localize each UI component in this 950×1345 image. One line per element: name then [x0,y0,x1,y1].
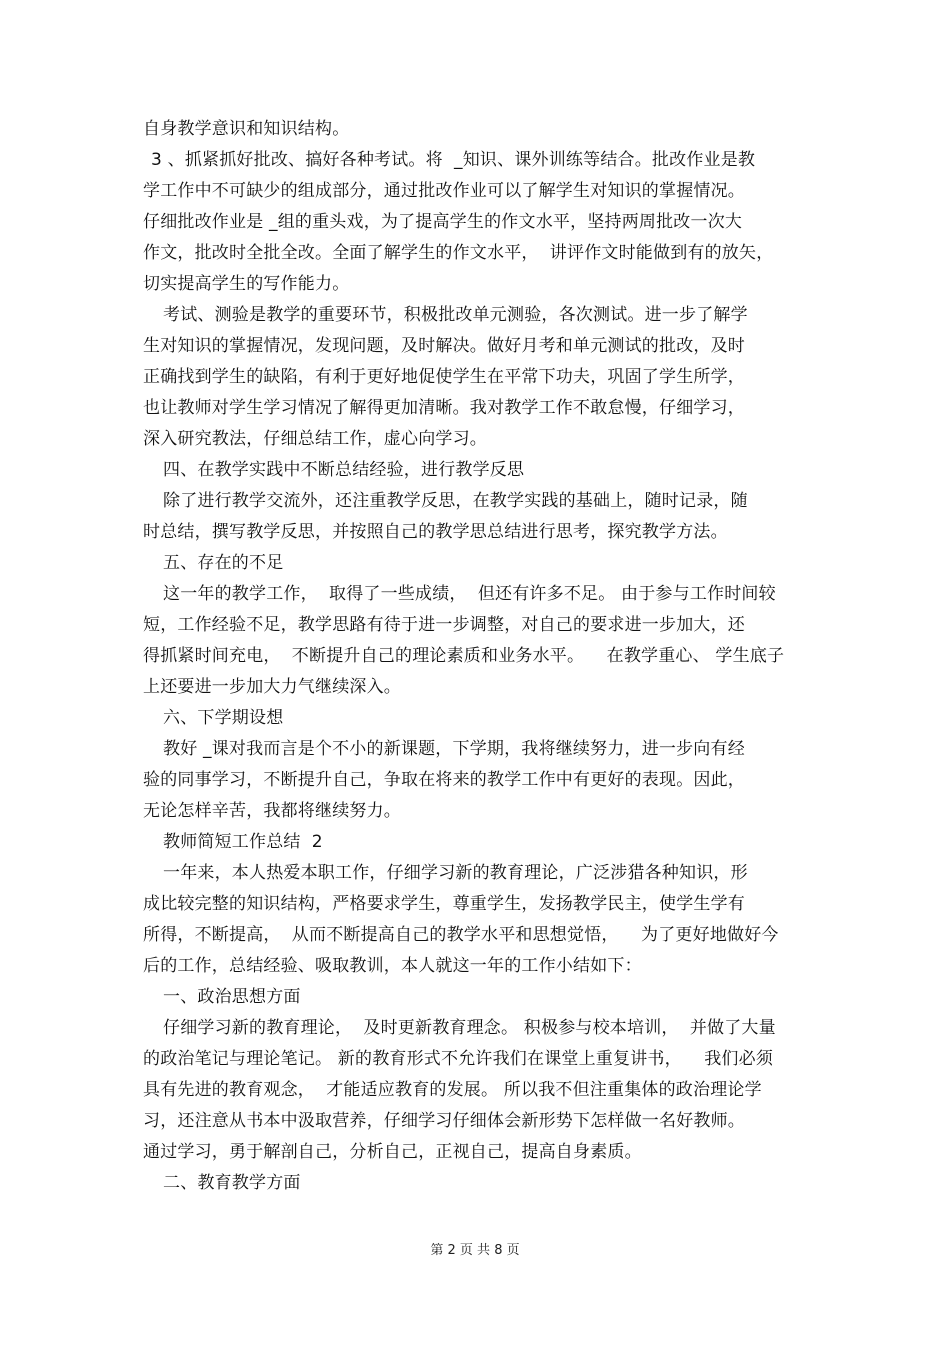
text-line: 深入研究教法，仔细总结工作，虚心向学习。 [143,429,487,449]
text-line: 除了进行教学交流外，还注重教学反思，在教学实践的基础上，随时记录，随 [163,491,748,511]
text-line: 生对知识的掌握情况，发现问题，及时解决。做好月考和单元测试的批改，及时 [143,336,745,356]
text-line: 得抓紧时间充电， 不断提升自己的理论素质和业务水平。 在教学重心、 学生底子 [143,646,785,666]
text-line: 作文，批改时全批全改。全面了解学生的作文水平， 讲评作文时能做到有的放矢， [143,243,774,263]
text-line: 自身教学意识和知识结构。 [143,119,350,139]
text-line: 仔细批改作业是 _组的重头戏，为了提高学生的作文水平，坚持两周批改一次大 [143,212,743,232]
text-line: 一年来，本人热爱本职工作，仔细学习新的教育理论，广泛涉猎各种知识，形 [163,863,748,883]
text-line: 仔细学习新的教育理论， 及时更新教育理念。 积极参与校本培训， 并做了大量 [163,1018,776,1038]
text-line: 正确找到学生的缺陷，有利于更好地促使学生在平常下功夫，巩固了学生所学， [143,367,745,387]
section-heading: 六、下学期设想 [163,708,284,728]
text-line: 的政治笔记与理论笔记。 新的教育形式不允许我们在课堂上重复讲书， 我们必须 [143,1049,774,1069]
text-line: 无论怎样辛苦，我都将继续努力。 [143,801,401,821]
text-line: 也让教师对学生学习情况了解得更加清晰。我对教学工作不敢怠慢，仔细学习， [143,398,745,418]
text-line: 学工作中不可缺少的组成部分，通过批改作业可以了解学生对知识的掌握情况。 [143,181,745,201]
text-line: 切实提高学生的写作能力。 [143,274,350,294]
text-line: 这一年的教学工作， 取得了一些成绩， 但还有许多不足。 由于参与工作时间较 [163,584,776,604]
section-heading: 二、教育教学方面 [163,1173,301,1193]
text-line: 所得，不断提高， 从而不断提高自己的教学水平和思想觉悟， 为了更好地做好今 [143,925,779,945]
text-line: 成比较完整的知识结构，严格要求学生，尊重学生，发扬教学民主，使学生学有 [143,894,745,914]
body-text [143,114,813,1199]
text-line: 通过学习，勇于解剖自己，分析自己，正视自己，提高自身素质。 [143,1142,642,1162]
section-heading: 四、在教学实践中不断总结经验，进行教学反思 [163,460,525,480]
text-line: 考试、测验是教学的重要环节，积极批改单元测验，各次测试。进一步了解学 [163,305,748,325]
text-line: 教好 _课对我而言是个不小的新课题，下学期，我将继续努力，进一步向有经 [163,739,745,759]
section-heading: 一、政治思想方面 [163,987,301,1007]
text-line: 验的同事学习，不断提升自己，争取在将来的教学工作中有更好的表现。因此， [143,770,745,790]
section-heading: 五、存在的不足 [163,553,284,573]
text-line: 短，工作经验不足，教学思路有待于进一步调整，对自己的要求进一步加大，还 [143,615,745,635]
text-line: 后的工作，总结经验、吸取教训，本人就这一年的工作小结如下： [143,956,642,976]
text-line: 3 、抓紧抓好批改、搞好各种考试。将 _知识、课外训练等结合。批改作业是教 [151,150,756,170]
page-number-footer: 第 2 页 共 8 页 [430,1243,520,1258]
text-line: 具有先进的教育观念， 才能适应教育的发展。 所以我不但注重集体的政治理论学 [143,1080,762,1100]
text-line: 习，还注意从书本中汲取营养，仔细学习仔细体会新形势下怎样做一名好教师。 [143,1111,745,1131]
section-title: 教师简短工作总结 2 [163,832,323,852]
text-line: 时总结，撰写教学反思，并按照自己的教学思总结进行思考，探究教学方法。 [143,522,728,542]
text-line: 上还要进一步加大力气继续深入。 [143,677,401,697]
